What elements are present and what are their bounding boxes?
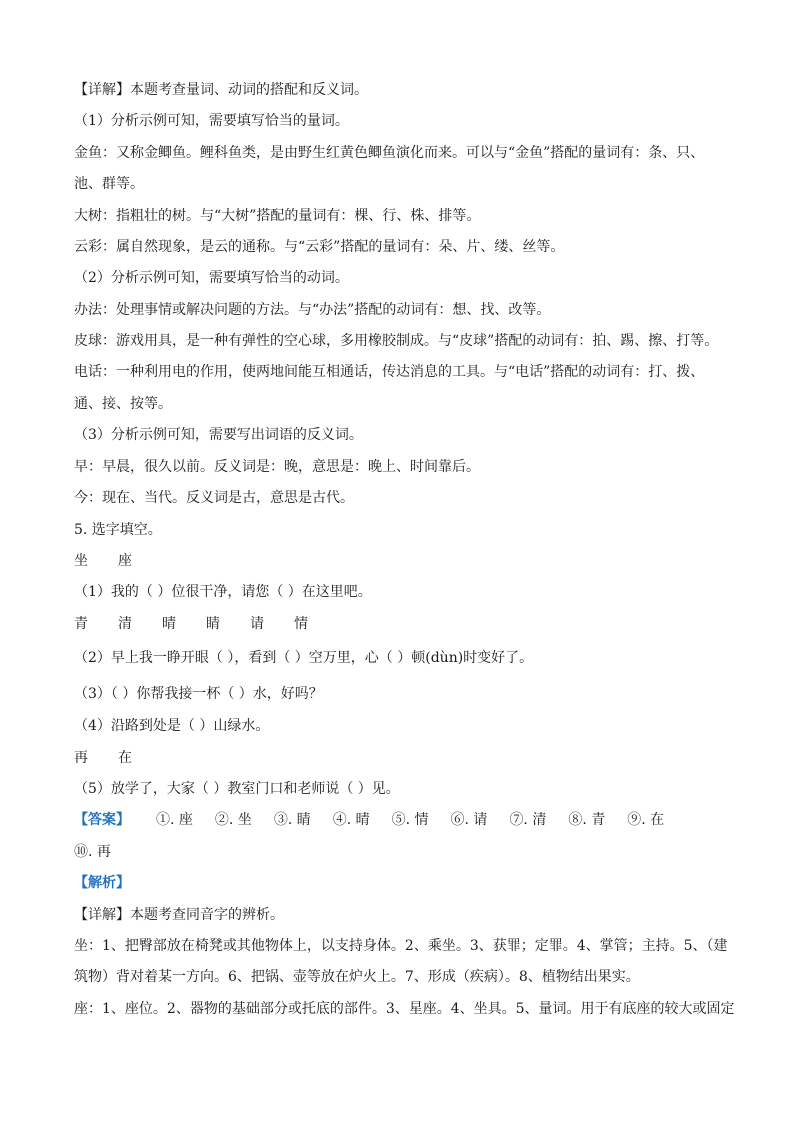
option-char: 睛 [206, 616, 220, 632]
answer-item: ④. 晴 [332, 812, 370, 828]
detail-heading-2: 【详解】本题考查同音字的辨析。 [74, 907, 284, 923]
options-group-3 [74, 748, 734, 768]
answer-label: 【答案】 [74, 812, 130, 828]
method-line: 办法：处理事情或解决问题的方法。与“办法”搭配的动词有：想、找、改等。 [74, 302, 551, 318]
answer-last-item: ⑩. 再 [74, 844, 111, 860]
option-char: 青 [74, 616, 88, 632]
answer-item: ⑦. 清 [509, 812, 547, 828]
early-line: 早：早晨，很久以前。反义词是：晚，意思是：晚上、时间靠后。 [74, 459, 480, 475]
blank-question-2: （2）早上我一睁开眼（ ），看到（ ）空万里，心（ ）顿(dùn)时变好了。 [74, 650, 534, 666]
blank-question-3: （3）（ ）你帮我接一杯（ ）水，好吗？ [74, 686, 323, 702]
options-group-1 [74, 551, 734, 571]
tree-line: 大树：指粗壮的树。与“大树”搭配的量词有：棵、行、株、排等。 [74, 208, 481, 224]
option-char: 请 [250, 616, 264, 632]
goldfish-line-cont: 池、群等。 [74, 176, 144, 192]
answer-row [74, 810, 734, 830]
option-char: 清 [118, 616, 132, 632]
detail-heading-1: 【详解】本题考查量词、动词的搭配和反义词。 [74, 82, 368, 98]
question-5-title: 5. 选字填空。 [74, 522, 162, 538]
ball-line: 皮球：游戏用具，是一种有弹性的空心球，多用橡胶制成。与“皮球”搭配的动词有：拍、踢、擦、打等。 [74, 333, 719, 349]
today-line: 今：现在、当代。反义词是古，意思是古代。 [74, 490, 354, 506]
answer-item: ③. 睛 [273, 812, 311, 828]
blank-question-5: （5）放学了，大家（ ）教室门口和老师说（ ）见。 [74, 781, 400, 797]
option-char: 情 [294, 616, 308, 632]
part1-note: （1）分析示例可知，需要填写恰当的量词。 [74, 113, 349, 129]
part3-note: （3）分析示例可知，需要写出词语的反义词。 [74, 427, 363, 443]
answer-item: ⑥. 请 [450, 812, 488, 828]
answer-item: ①. 座 [156, 812, 193, 828]
option-char: 再 [74, 750, 88, 766]
part2-note: （2）分析示例可知，需要填写恰当的动词。 [74, 270, 349, 286]
option-char: 座 [118, 553, 132, 569]
options-group-2 [74, 614, 734, 634]
seat-definition: 座：1、座位。2、器物的基础部分或托底的部件。3、星座。4、坐具。5、量词。用于有底座的较大或固定 [74, 1001, 735, 1017]
goldfish-line: 金鱼：又称金鲫鱼。鲤科鱼类，是由野生红黄色鲫鱼演化而来。可以与“金鱼”搭配的量词有：条、只、 [74, 145, 705, 161]
option-char: 晴 [162, 616, 176, 632]
answer-item: ⑨. 在 [627, 812, 665, 828]
option-char: 坐 [74, 553, 88, 569]
answer-item: ⑧. 青 [568, 812, 606, 828]
cloud-line: 云彩：属自然现象，是云的通称。与“云彩”搭配的量词有：朵、片、缕、丝等。 [74, 239, 565, 255]
option-char: 在 [118, 750, 132, 766]
phone-line-cont: 通、接、按等。 [74, 396, 172, 412]
blank-question-1: （1）我的（ ）位很干净，请您（ ）在这里吧。 [74, 584, 372, 600]
blank-question-4: （4）沿路到处是（ ）山绿水。 [74, 718, 270, 734]
sit-definition-cont: 筑物）背对着某一方向。6、把锅、壶等放在炉火上。7、形成（疾病）。8、植物结出果实。 [74, 969, 640, 985]
answer-item: ②. 坐 [214, 812, 252, 828]
sit-definition: 坐：1、把臀部放在椅凳或其他物体上，以支持身体。2、乘坐。3、获罪；定罪。4、掌管；主持。5、（建 [74, 938, 728, 954]
phone-line: 电话：一种利用电的作用，使两地间能互相通话，传达消息的工具。与“电话”搭配的动词有：打、拨、 [74, 364, 705, 380]
analysis-label: 【解析】 [74, 875, 130, 891]
answer-item: ⑤. 情 [391, 812, 429, 828]
